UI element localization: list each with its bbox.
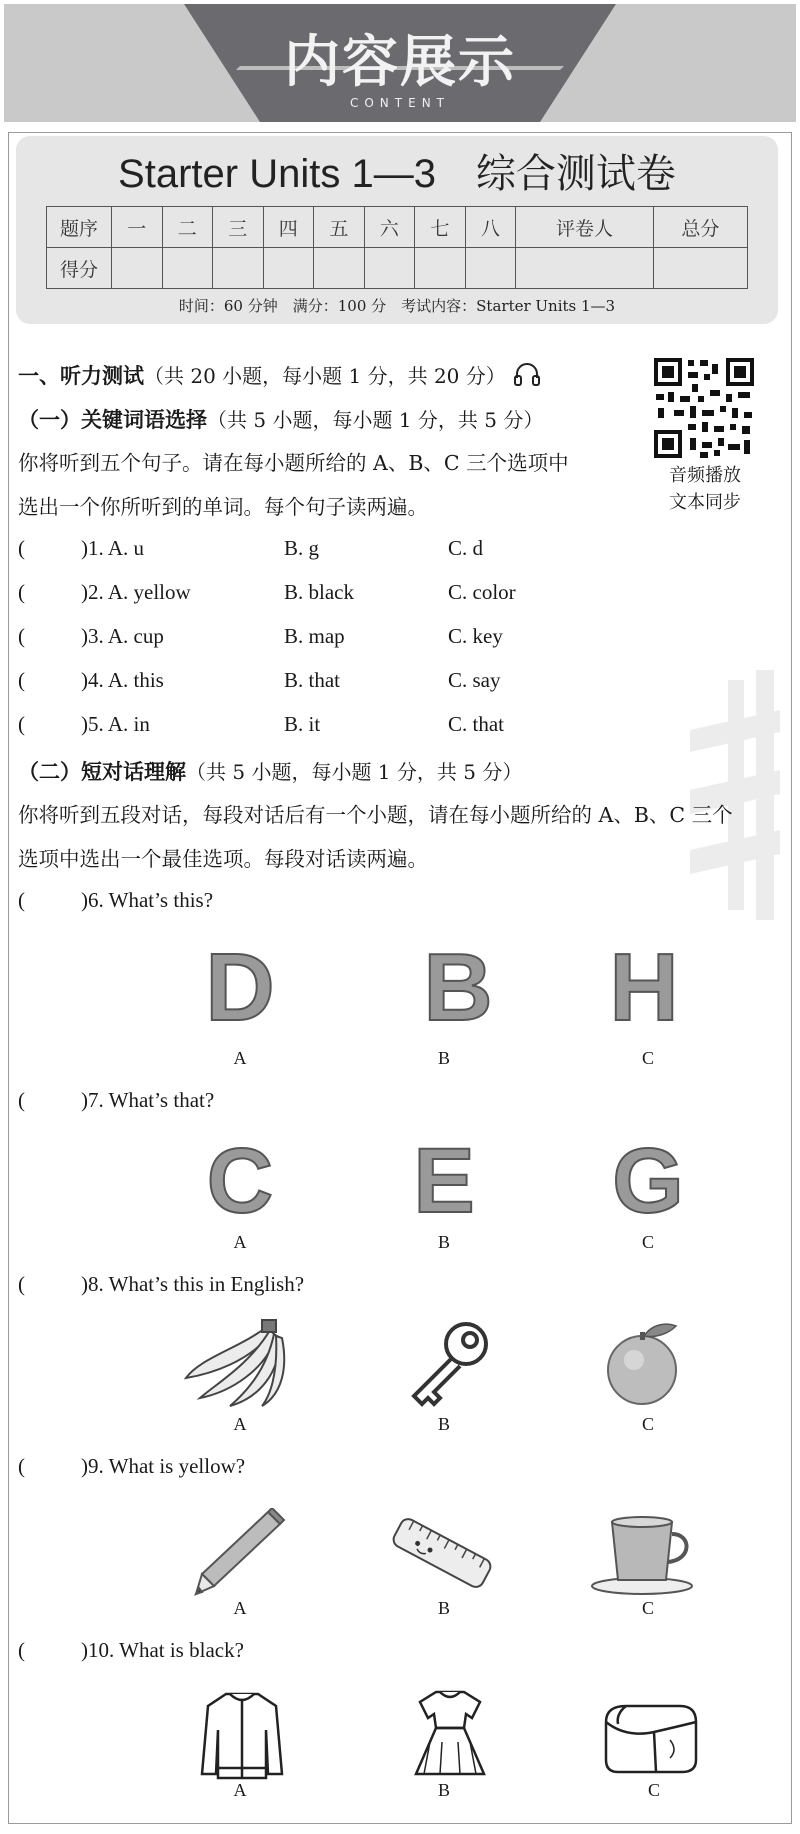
part2-title: （二）短对话理解 [18, 760, 186, 784]
cup-icon[interactable] [590, 1510, 702, 1596]
answer-blank-close: ) [81, 1272, 88, 1296]
score-input-cell[interactable] [415, 248, 466, 289]
score-table-header-row [47, 207, 748, 248]
option-label-b: B [437, 1598, 450, 1618]
option-label-c: C [647, 1780, 660, 1800]
score-input-cell[interactable] [465, 248, 516, 289]
answer-blank-open[interactable]: ( [18, 1454, 25, 1478]
qr-caption-line: 音频播放 [669, 465, 741, 486]
score-cell: 题序 [47, 207, 112, 248]
option-label-c: C [641, 1414, 654, 1434]
score-cell: 二 [162, 207, 213, 248]
answer-blank-open[interactable]: ( [18, 888, 25, 912]
question-text: 1. A. u [88, 536, 145, 560]
score-input-cell[interactable] [263, 248, 314, 289]
question-text: 9. What is yellow? [88, 1454, 246, 1478]
answer-blank-open[interactable]: ( [18, 668, 25, 692]
score-cell: 三 [213, 207, 264, 248]
option-b: B. g [284, 536, 320, 560]
part1-title: （一）关键词语选择 [18, 408, 207, 432]
score-cell: 七 [415, 207, 466, 248]
quilt-icon[interactable] [596, 1692, 706, 1778]
score-input-cell[interactable] [162, 248, 213, 289]
banner-title: 内容展示 [284, 30, 516, 95]
qr-caption-line: 文本同步 [669, 492, 741, 513]
banana-icon[interactable] [180, 1318, 292, 1408]
question-10 [18, 1638, 244, 1663]
answer-blank-open[interactable]: ( [18, 580, 25, 604]
score-cell: 八 [465, 207, 516, 248]
letter-g-icon[interactable] [608, 1132, 688, 1226]
option-label-b: B [437, 1414, 450, 1434]
question-7 [18, 1088, 214, 1113]
answer-blank-close: ) [81, 668, 88, 692]
question-text: 2. A. yellow [88, 580, 191, 604]
exam-info: 时间：60 分钟 满分：100 分 考试内容：Starter Units 1—3 [178, 297, 616, 315]
qr-code[interactable] [652, 356, 756, 460]
letter-glyph: H [609, 940, 679, 1030]
option-c: C. that [448, 712, 504, 736]
answer-blank-close: ) [81, 1454, 88, 1478]
question-text: 10. What is black? [88, 1638, 244, 1662]
score-input-cell[interactable] [516, 248, 654, 289]
score-cell: 六 [364, 207, 415, 248]
letter-glyph: C [206, 1132, 274, 1222]
option-label-a: A [233, 1048, 247, 1068]
answer-blank-open[interactable]: ( [18, 1638, 25, 1662]
option-b: B. that [284, 668, 340, 692]
content-banner [4, 4, 796, 122]
option-label-a: A [233, 1780, 247, 1800]
part2-instruction: 你将听到五段对话，每段对话后有一个小题，请在每小题所给的 A、B、C 三个 [18, 803, 733, 827]
exam-title: Starter Units 1—3 综合测试卷 [118, 152, 676, 196]
ruler-icon[interactable] [386, 1508, 498, 1598]
question-8 [18, 1272, 304, 1297]
score-cell: 评卷人 [516, 207, 654, 248]
option-c: C. color [448, 580, 516, 604]
answer-blank-open[interactable]: ( [18, 624, 25, 648]
section1-requirement: （共 20 小题，每小题 1 分，共 20 分） [144, 364, 506, 388]
pencil-icon[interactable] [190, 1508, 286, 1598]
option-label-c: C [641, 1598, 654, 1618]
option-label-a: A [233, 1414, 247, 1434]
orange-icon[interactable] [600, 1318, 690, 1408]
option-c: C. say [448, 668, 501, 692]
decorative-watermark [690, 670, 788, 920]
answer-blank-close: ) [81, 580, 88, 604]
part2-heading [18, 756, 522, 786]
answer-blank-close: ) [81, 888, 88, 912]
question-3 [18, 624, 164, 649]
answer-blank-open[interactable]: ( [18, 1088, 25, 1112]
letter-b-icon[interactable] [418, 940, 498, 1034]
letter-glyph: D [205, 940, 275, 1030]
option-label-a: A [233, 1232, 247, 1252]
key-icon[interactable] [404, 1318, 494, 1408]
section1-heading [18, 360, 541, 390]
part1-instruction: 选出一个你所听到的单词。每个句子读两遍。 [18, 495, 428, 519]
score-cell: 总分 [653, 207, 747, 248]
answer-blank-open[interactable]: ( [18, 536, 25, 560]
option-b: B. black [284, 580, 354, 604]
option-c: C. d [448, 536, 484, 560]
question-9 [18, 1454, 245, 1479]
qr-caption [650, 462, 760, 516]
score-input-cell[interactable] [213, 248, 264, 289]
letter-e-icon[interactable] [404, 1132, 484, 1226]
question-5 [18, 712, 150, 737]
part2-instruction: 选项中选出一个最佳选项。每段对话读两遍。 [18, 847, 428, 871]
option-label-b: B [437, 1232, 450, 1252]
question-6 [18, 888, 213, 913]
option-label-c: C [641, 1232, 654, 1252]
answer-blank-open[interactable]: ( [18, 1272, 25, 1296]
letter-d-icon[interactable] [200, 940, 280, 1034]
score-input-cell[interactable] [112, 248, 163, 289]
letter-c-icon[interactable] [200, 1132, 280, 1226]
section1-title: 一、听力测试 [18, 364, 144, 388]
answer-blank-close: ) [81, 712, 88, 736]
answer-blank-close: ) [81, 1088, 88, 1112]
answer-blank-close: ) [81, 624, 88, 648]
question-text: 7. What’s that? [88, 1088, 215, 1112]
letter-glyph: E [413, 1132, 475, 1222]
part1-heading [18, 404, 543, 434]
option-b: B. it [284, 712, 321, 736]
question-text: 4. A. this [88, 668, 164, 692]
question-text: 3. A. cup [88, 624, 164, 648]
banner-subtitle: CONTENT [349, 96, 451, 110]
score-table [46, 206, 748, 289]
headphones-icon [513, 361, 541, 387]
option-label-a: A [233, 1598, 247, 1618]
question-1 [18, 536, 144, 561]
score-cell: 五 [314, 207, 365, 248]
dress-icon[interactable] [410, 1686, 490, 1782]
answer-blank-open[interactable]: ( [18, 712, 25, 736]
question-4 [18, 668, 164, 693]
option-label-b: B [437, 1780, 450, 1800]
score-cell: 得分 [47, 248, 112, 289]
option-b: B. map [284, 624, 345, 648]
question-text: 6. What’s this? [88, 888, 214, 912]
score-input-cell[interactable] [314, 248, 365, 289]
part1-requirement: （共 5 小题，每小题 1 分，共 5 分） [207, 408, 544, 432]
option-label-b: B [437, 1048, 450, 1068]
score-input-cell[interactable] [653, 248, 747, 289]
letter-glyph: B [423, 940, 493, 1030]
part2-requirement: （共 5 小题，每小题 1 分，共 5 分） [186, 760, 523, 784]
score-cell: 一 [112, 207, 163, 248]
jacket-icon[interactable] [200, 1686, 284, 1782]
question-text: 8. What’s this in English? [88, 1272, 305, 1296]
letter-glyph: G [612, 1132, 684, 1222]
option-c: C. key [448, 624, 503, 648]
score-table-score-row [47, 248, 748, 289]
question-2 [18, 580, 191, 605]
letter-h-icon[interactable] [604, 940, 684, 1034]
answer-blank-close: ) [81, 536, 88, 560]
answer-blank-close: ) [81, 1638, 88, 1662]
part1-instruction: 你将听到五个句子。请在每小题所给的 A、B、C 三个选项中 [18, 451, 569, 475]
score-input-cell[interactable] [364, 248, 415, 289]
option-label-c: C [641, 1048, 654, 1068]
question-text: 5. A. in [88, 712, 150, 736]
score-cell: 四 [263, 207, 314, 248]
